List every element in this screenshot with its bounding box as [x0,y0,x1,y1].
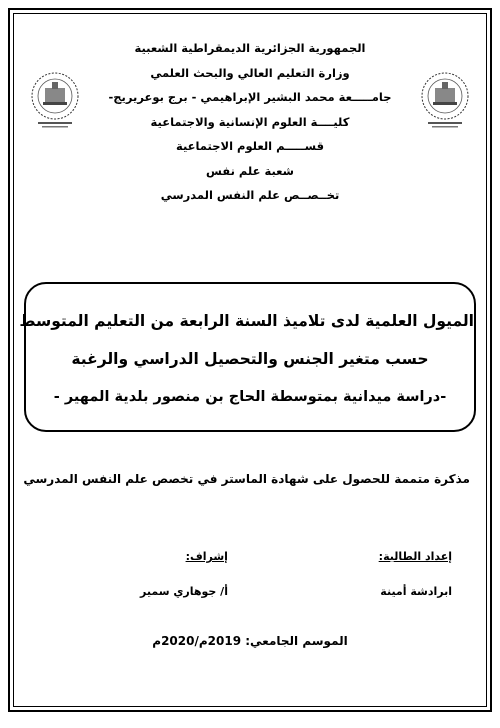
header-line-republic: الجمهورية الجزائرية الديمقراطية الشعبية [134,41,366,55]
header-line-branch: شعبة علم نفس [206,163,294,178]
header-line-specialty: تخــصــص علم النفس المدرسي [160,188,340,202]
supervisor-name: أ/ جوهاري سمير [140,585,228,598]
prepared-by-label: إعداد الطالبة: [378,550,452,563]
header-line-ministry: وزارة التعليم العالي والبحث العلمي [150,65,350,80]
university-emblem-icon [418,70,472,132]
prepared-by-block [379,550,452,598]
thesis-title-line-2: حسب متغير الجنس والتحصيل الدراسي والرغبة [71,350,429,368]
document-page [8,8,492,712]
header-line-faculty: كليــــة العلوم الإنسانية والاجتماعية [150,114,350,129]
thesis-title-line-1: الميول العلمية لدى تلاميذ السنة الرابعة من التعليم المتوسط [19,312,474,330]
institution-header [80,36,420,208]
header-line-university: جامـــــعة محمد البشير الإبراهيمي - برج بوعريريج- [108,90,392,104]
supervisor-block [140,550,228,598]
thesis-title-box [19,282,476,432]
header-line-department: قســـــم العلوم الاجتماعية [175,139,325,153]
memo-statement: مذكرة متممة للحصول على شهادة الماستر في تخصص علم النفس المدرسي [23,472,470,486]
university-emblem-icon [28,70,82,132]
thesis-title-line-3: -دراسة ميدانية بمتوسطة الحاج بن منصور بلدية المهير - [53,389,447,405]
supervisor-label: إشراف: [185,550,228,563]
academic-season: الموسم الجامعي: 2019م/2020م [152,634,348,648]
student-name: ابرادشة أمينة [380,585,452,598]
